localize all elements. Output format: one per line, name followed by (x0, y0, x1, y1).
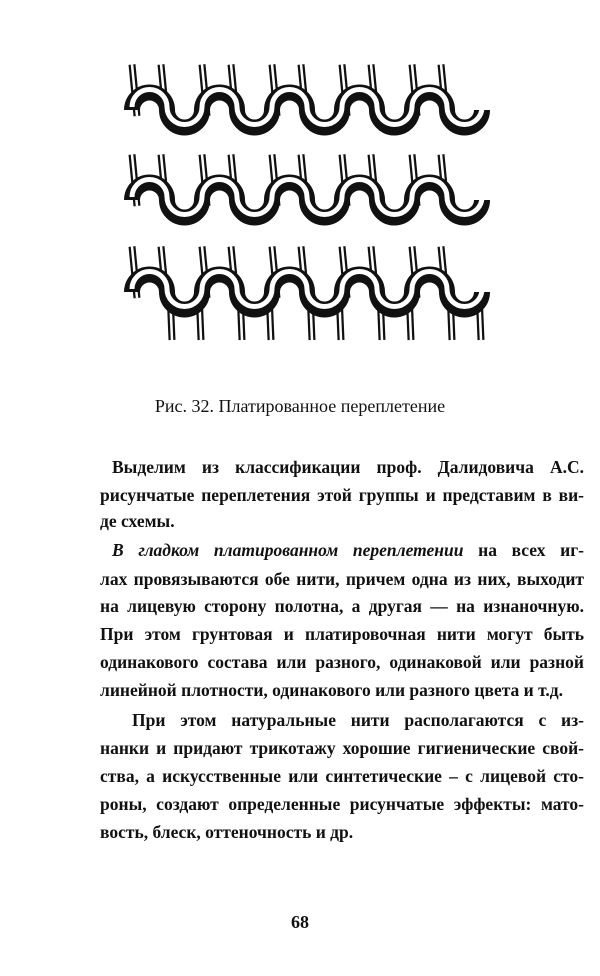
text-line: линейной плотности, одинакового или разного цвета и т.д. (100, 680, 563, 700)
text-line: лах провязываются обе нити, причем одна из них, выходит (100, 569, 584, 589)
text-line: де схемы. (100, 511, 175, 531)
text-line (112, 539, 584, 561)
text-line: нанки и придают трикотажу хорошие гигиенические свой- (100, 738, 584, 758)
text-line: ства, а искусственные или синтетические – с лицевой сто- (100, 766, 584, 786)
text-line: роны, создают определенные рисунчатые эффекты: мато- (100, 794, 584, 814)
text-line: на лицевую сторону полотна, а другая — на изнаночную. (100, 596, 584, 616)
plated-knit-illustration (120, 40, 520, 360)
text-line: одинакового состава или разного, одинаковой или разной (100, 652, 584, 672)
text-line: При этом грунтовая и платировочная нити могут быть (100, 624, 584, 644)
text-line: вость, блеск, оттеночность и др. (100, 822, 354, 842)
text-line: Выделим из классификации проф. Далидовича А.С. (112, 457, 584, 477)
text-span: на всех иг- (463, 540, 584, 560)
page-number: 68 (291, 912, 309, 932)
italic-term: В гладком платированном переплетении (112, 540, 464, 560)
text-line: При этом натуральные нити располагаются с из- (132, 710, 584, 730)
figure-caption: Рис. 32. Платированное переплетение (154, 396, 446, 416)
text-line: рисунчатые переплетения этой группы и представим в ви- (100, 485, 584, 505)
